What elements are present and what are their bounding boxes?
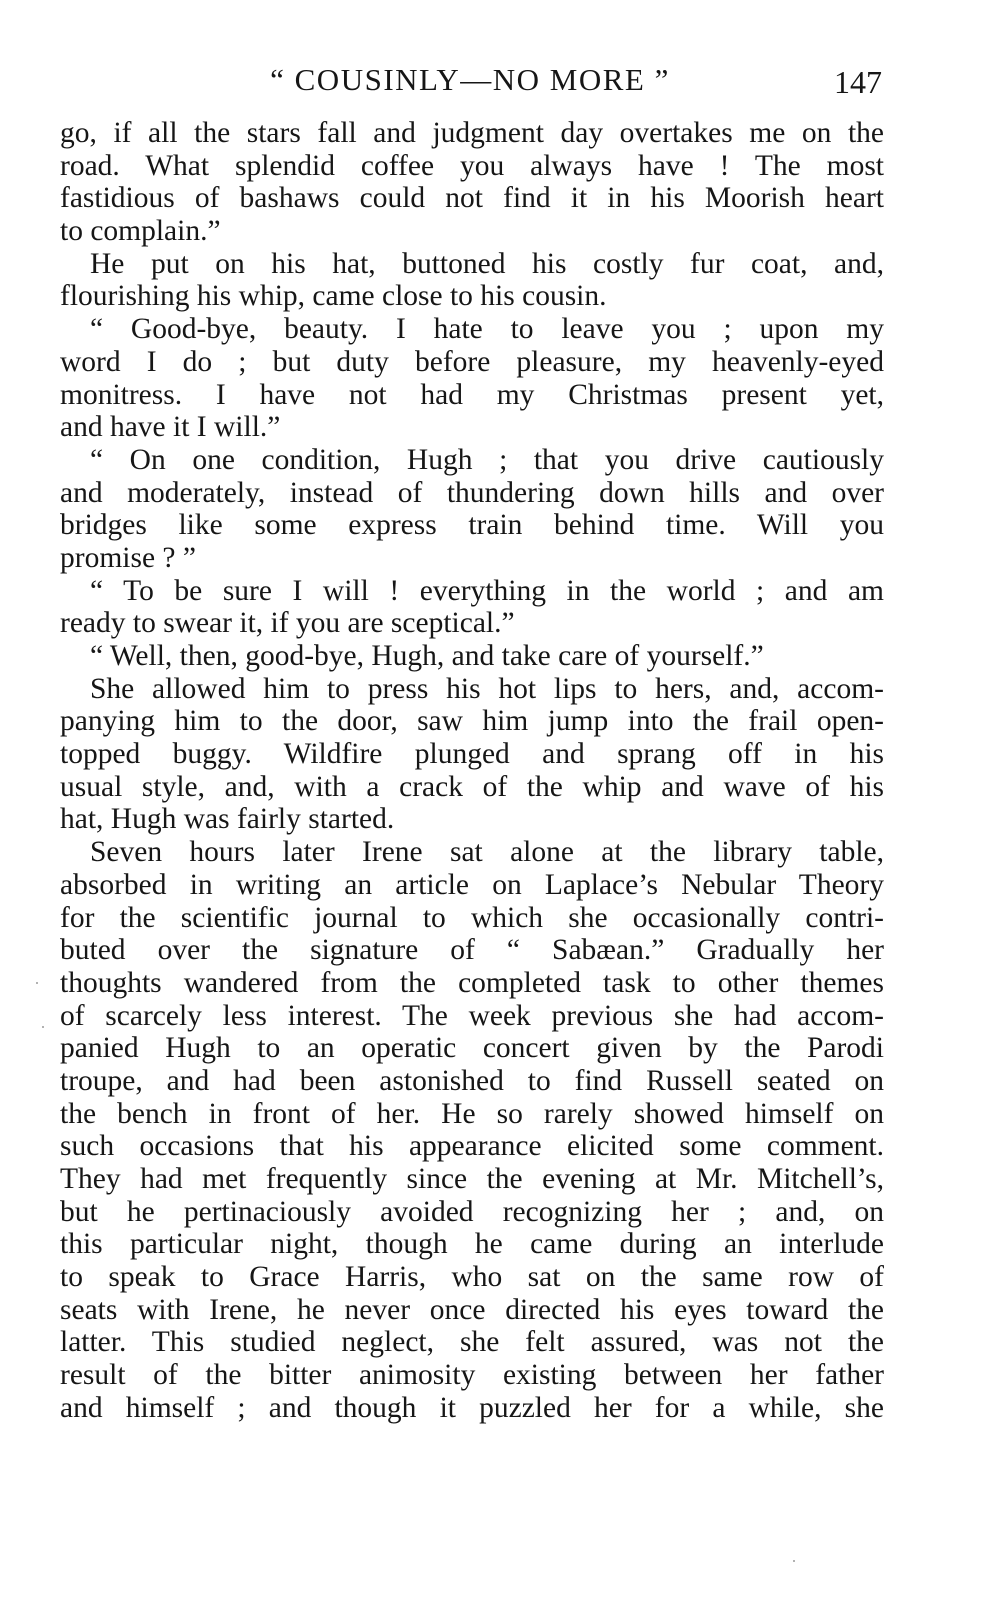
running-title: “ COUSINLY—NO MORE ” <box>270 62 670 97</box>
running-head <box>60 58 886 102</box>
text-line: “ On one condition, Hugh ; that you drive cautiously <box>90 443 884 476</box>
text-line: buted over the signature of “ Sabæan.” Gradually her <box>60 934 884 967</box>
text-line: They had met frequently since the evening at Mr. Mitchell’s, <box>60 1163 884 1195</box>
text-line: topped buggy. Wildfire plunged and sprang off in his <box>60 738 884 771</box>
text-line: Seven hours later Irene sat alone at the library table, <box>90 836 884 869</box>
text-line: but he pertinaciously avoided recognizing her ; and, on <box>60 1195 884 1228</box>
text-line: hat, Hugh was fairly started. <box>60 803 395 836</box>
text-line: troupe, and had been astonished to find Russell seated on <box>60 1064 884 1097</box>
text-line: “ Well, then, good-bye, Hugh, and take care of yourself.” <box>90 640 764 672</box>
text-line: absorbed in writing an article on Laplace’s Nebular Theory <box>60 868 884 901</box>
text-line: He put on his hat, buttoned his costly fur coat, and, <box>90 247 884 280</box>
text-line: this particular night, though he came during an interlude <box>60 1228 884 1261</box>
text-line: flourishing his whip, came close to his cousin. <box>60 280 607 313</box>
text-line: seats with Irene, he never once directed his eyes toward the <box>60 1293 884 1326</box>
text-line: promise ? ” <box>60 541 196 574</box>
text-line: latter. This studied neglect, she felt assured, was not the <box>60 1326 884 1359</box>
text-line: word I do ; but duty before pleasure, my heavenly-eyed <box>60 345 884 378</box>
text-line: go, if all the stars fall and judgment day overtakes me on the <box>60 117 884 149</box>
text-line: the bench in front of her. He so rarely showed himself on <box>60 1097 884 1130</box>
text-line: of scarcely less interest. The week previous she had accom- <box>60 999 884 1032</box>
text-line: to complain.” <box>60 215 221 248</box>
text-line: bridges like some express train behind time. Will you <box>60 509 884 542</box>
text-line: such occasions that his appearance elicited some comment. <box>60 1130 884 1163</box>
paper-speck <box>42 1026 44 1028</box>
text-line: panied Hugh to an operatic concert given by the Parodi <box>60 1032 884 1065</box>
text-line: for the scientific journal to which she occasionally contri- <box>60 901 884 934</box>
text-line: monitress. I have not had my Christmas present yet, <box>60 378 884 411</box>
page-number: 147 <box>834 64 882 100</box>
text-line: “ To be sure I will ! everything in the world ; and am <box>90 574 884 607</box>
text-line: usual style, and, with a crack of the whip and wave of his <box>60 770 884 803</box>
text-line: road. What splendid coffee you always have ! The most <box>60 149 884 182</box>
text-line: She allowed him to press his hot lips to hers, and, accom- <box>90 672 884 705</box>
body-text <box>60 117 884 1425</box>
text-line: and himself ; and though it puzzled her for a while, she <box>60 1391 884 1424</box>
text-line: to speak to Grace Harris, who sat on the same row of <box>60 1261 884 1294</box>
paper-speck <box>36 982 38 984</box>
text-line: and have it I will.” <box>60 411 281 444</box>
text-line: thoughts wandered from the completed task to other themes <box>60 966 884 999</box>
text-line: and moderately, instead of thundering down hills and over <box>60 476 884 509</box>
text-line: “ Good-bye, beauty. I hate to leave you ; upon my <box>90 313 884 346</box>
paper-speck <box>793 1560 795 1562</box>
text-line: panying him to the door, saw him jump into the frail open- <box>60 705 884 738</box>
text-line: fastidious of bashaws could not find it in his Moorish heart <box>60 182 884 215</box>
text-line: result of the bitter animosity existing between her father <box>60 1359 884 1392</box>
text-line: ready to swear it, if you are sceptical.” <box>60 607 515 640</box>
